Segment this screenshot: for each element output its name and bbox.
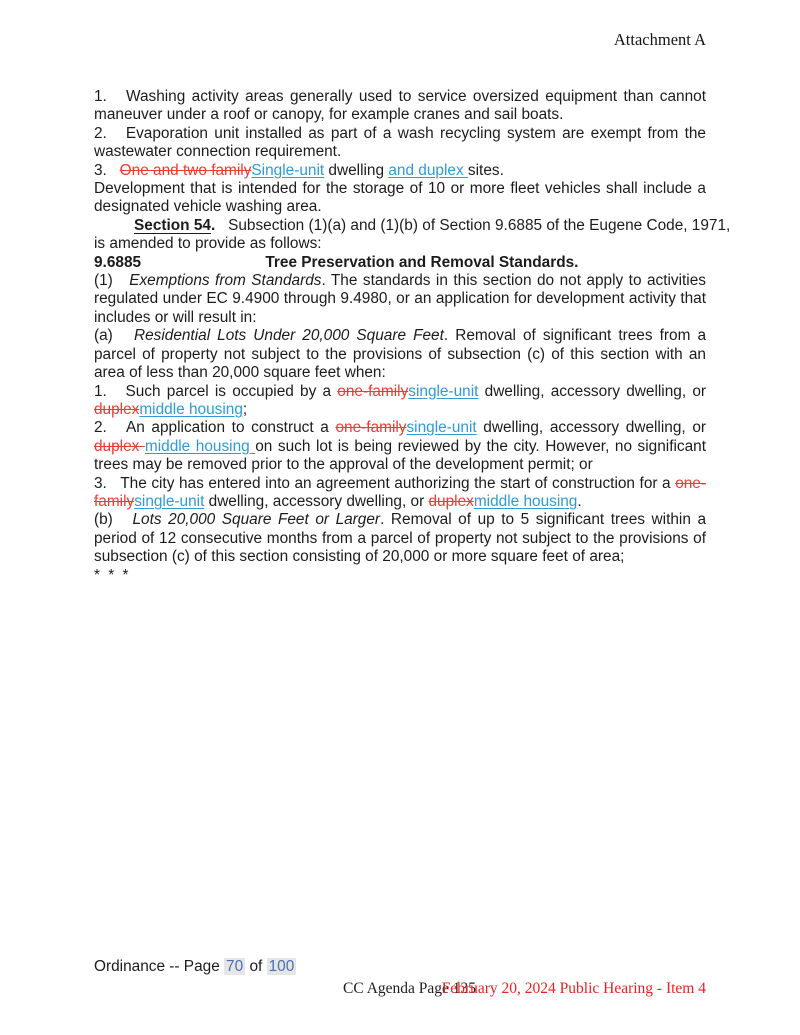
- deleted-text-run: One and two family: [119, 161, 252, 179]
- inserted-text-run: middle housing: [473, 492, 578, 510]
- deleted-text-run: duplex: [94, 437, 145, 455]
- section-54-heading-line: [94, 216, 731, 235]
- text-run: dwelling, accessory dwelling, or: [204, 492, 429, 510]
- page-number-field-total: 100: [268, 958, 295, 975]
- paragraph-subsection-a: [94, 327, 706, 382]
- text-run: (a): [94, 327, 134, 345]
- text-run: 2. Evaporation unit installed as part of a wash recycling system are exempt from the wastewater connection requirement.: [94, 124, 706, 161]
- list-item-dwelling-sites: [94, 162, 706, 180]
- list-item-washing-areas: [94, 88, 706, 125]
- code-section-heading: [94, 254, 706, 272]
- text-run: Development that is intended for the storage of 10 or more fleet vehicles shall include a designated vehicle washing area.: [94, 180, 706, 216]
- inserted-text-run: middle housing: [139, 400, 243, 418]
- text-run: (b): [94, 511, 133, 529]
- section-54-continuation: [94, 235, 706, 253]
- inserted-text-run: single-unit: [408, 382, 479, 400]
- ordinance-page-line: [94, 958, 296, 976]
- text-run: (1): [94, 272, 130, 290]
- page-of-label: of: [249, 958, 263, 975]
- document-body: [94, 88, 731, 1035]
- text-run: [215, 217, 228, 234]
- text-run: 1. Such parcel is occupied by a: [94, 382, 338, 400]
- text-run: Exemptions from Standards: [129, 272, 322, 290]
- paragraph-exemptions: [94, 272, 706, 327]
- paragraph-subsection-b: [94, 511, 706, 566]
- cc-agenda-page-stamp: CC Agenda Page 135: [343, 980, 477, 997]
- deleted-text-run: duplex: [428, 492, 474, 510]
- deleted-text-run: one-family: [337, 382, 409, 400]
- inserted-text-run: single-unit: [134, 492, 205, 510]
- text-run: .: [210, 216, 216, 234]
- text-run: 3. The city has entered into an agreement authorizing the start of construction for a: [94, 474, 676, 492]
- text-run: * * *: [94, 566, 131, 584]
- text-run: . The standards in this section do not apply to activities regulated under EC 9.4900 through 9.4980, or an application for development activity that includes or will result in:: [94, 272, 706, 326]
- inserted-text-run: single-unit: [406, 419, 477, 437]
- code-section-title: Tree Preservation and Removal Standards.: [265, 253, 579, 271]
- deleted-text-run: one-family: [335, 419, 407, 437]
- text-run: dwelling, accessory dwelling, or: [478, 382, 707, 400]
- attachment-label: Attachment A: [613, 30, 706, 49]
- text-run: 2. An application to construct a: [94, 419, 336, 437]
- text-run: Section 54: [134, 216, 211, 234]
- text-run: . Removal of up to 5 significant trees within a period of 12 consecutive months from a parcel of property not subject to the provisions of subsection (c) of this section consisting of 20,000 or more square feet of area;: [94, 511, 707, 566]
- deleted-text-run: duplex: [94, 400, 140, 418]
- list-item-parcel-occupied: [94, 383, 706, 420]
- text-run: Lots 20,000 Square Feet or Larger: [132, 511, 381, 529]
- page-number-field-current: 70: [226, 958, 244, 975]
- deleted-text-run: one-family: [94, 474, 706, 510]
- text-run: ;: [242, 400, 248, 418]
- ordinance-page-prefix: Ordinance -- Page: [94, 958, 220, 975]
- text-run: is amended to provide as follows:: [94, 235, 322, 253]
- asterisk-separator: [94, 567, 706, 585]
- text-run: Subsection (1)(a) and (1)(b) of Section 9.6885 of the Eugene Code, 1971,: [228, 216, 731, 234]
- list-item-application-construct: [94, 419, 706, 474]
- public-hearing-stamp: February 20, 2024 Public Hearing - Item 4: [441, 980, 706, 997]
- text-run: sites.: [467, 161, 504, 179]
- list-item-city-agreement: [94, 475, 706, 512]
- inserted-text-run: Single-unit: [251, 161, 325, 179]
- text-run: dwelling: [324, 161, 389, 179]
- text-run: .: [577, 492, 582, 510]
- text-run: 3.: [94, 161, 120, 179]
- inserted-text-run: and duplex: [388, 161, 468, 179]
- list-item-evaporation-unit: [94, 125, 706, 162]
- text-run: 1. Washing activity areas generally used to service oversized equipment than cannot maneuver under a roof or canopy, for example cranes and sail boats.: [94, 88, 706, 124]
- paragraph-fleet-vehicles: [94, 180, 706, 217]
- code-section-number: 9.6885: [94, 253, 142, 271]
- text-run: Residential Lots Under 20,000 Square Feet: [133, 327, 444, 345]
- text-run: . Removal of significant trees from a parcel of property not subject to the provisions of subsection (c) of this section with an area of less than 20,000 square feet when:: [94, 327, 707, 382]
- text-run: dwelling, accessory dwelling, or: [476, 419, 706, 437]
- inserted-text-run: middle housing: [144, 437, 256, 455]
- text-run: on such lot is being reviewed by the city. However, no significant trees may be removed prior to the approval of the development permit; or: [94, 437, 706, 474]
